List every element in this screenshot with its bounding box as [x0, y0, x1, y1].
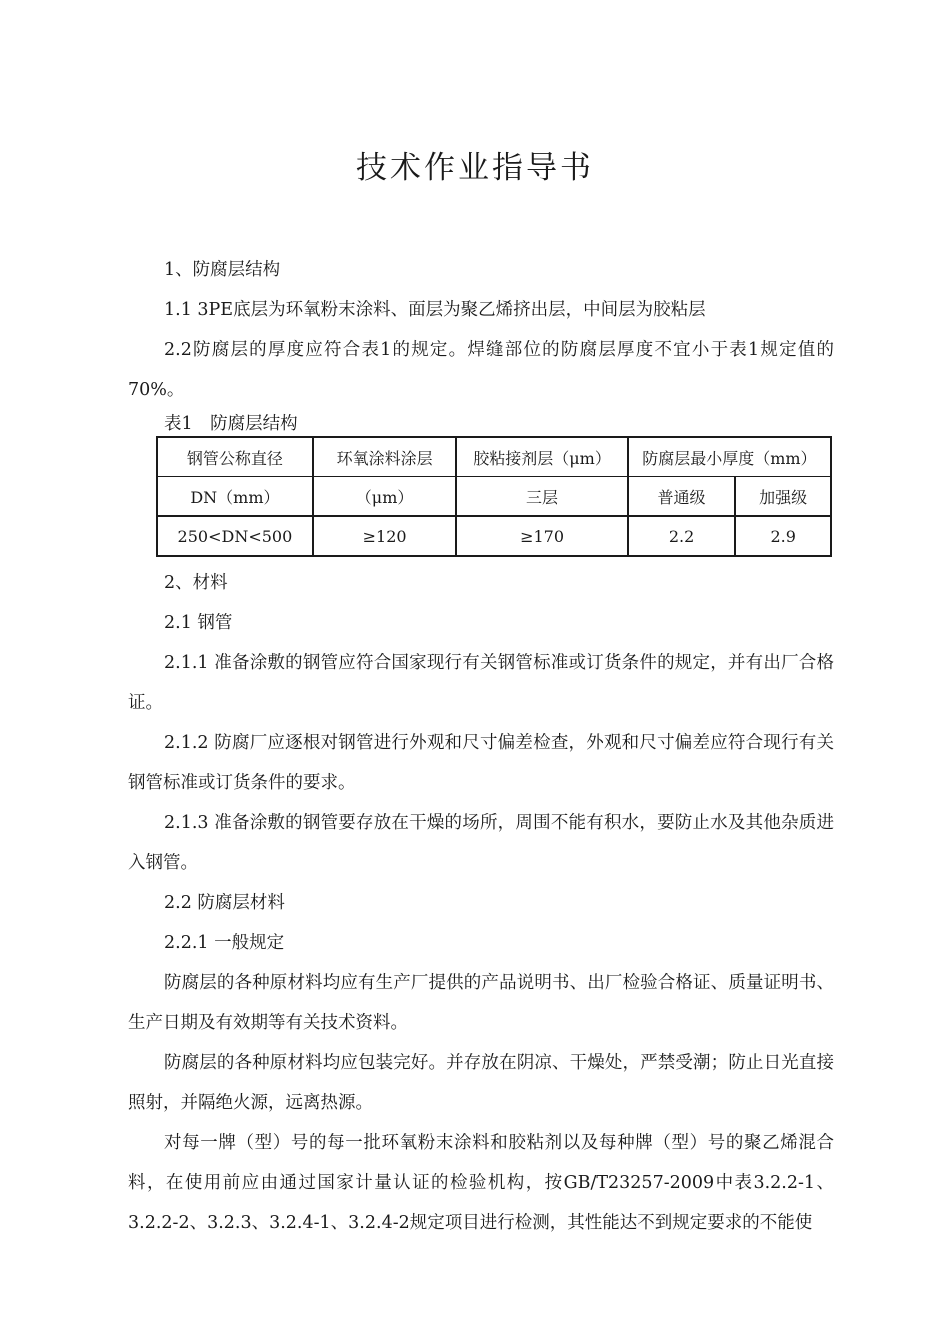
table-cell: ≥170 — [456, 516, 627, 556]
table-subheader-cell: （μm） — [313, 477, 457, 517]
table-subheader-row — [157, 477, 831, 517]
paragraph-1-1: 1.1 3PE底层为环氧粉末涂料、面层为聚乙烯挤出层，中间层为胶粘层 — [164, 300, 706, 320]
table-subheader-cell: 三层 — [456, 477, 627, 517]
section-heading-2: 2、材料 — [164, 573, 228, 593]
section-heading-1: 1、防腐层结构 — [164, 260, 281, 280]
table-subheader-cell: 普通级 — [628, 477, 736, 517]
table-header-row — [157, 437, 831, 477]
coating-structure-table — [156, 436, 832, 557]
table-subheader-cell: 加强级 — [735, 477, 831, 517]
paragraph-2-1-3: 2.1.3 准备涂敷的钢管要存放在干燥的场所，周围不能有积水，要防止水及其他杂质进入钢管。 — [128, 813, 834, 873]
subsection-heading-2-1: 2.1 钢管 — [164, 613, 233, 633]
table-cell: 2.9 — [735, 516, 831, 556]
materials-section — [128, 563, 834, 1243]
subsection-heading-2-2: 2.2 防腐层材料 — [164, 893, 285, 913]
table-header-cell: 环氧涂料涂层 — [313, 437, 457, 477]
table-header-cell: 胶粘接剂层（μm） — [456, 437, 627, 477]
subsection-heading-2-2-1: 2.2.1 一般规定 — [164, 933, 285, 953]
paragraph-2-1-2: 2.1.2 防腐厂应逐根对钢管进行外观和尺寸偏差检查，外观和尺寸偏差应符合现行有关钢管标准或订货条件的要求。 — [128, 733, 834, 793]
table-caption: 表1 防腐层结构 — [164, 414, 298, 434]
paragraph-materials-testing: 对每一牌（型）号的每一批环氧粉末涂料和胶粘剂以及每种牌（型）号的聚乙烯混合料，在使用前应由通过国家计量认证的检验机构，按GB/T23257-2009中表3.2.2-1、3.2.2-2、3.2.3、3.2.4-1、3.2.4-2规定项目进行检测，其性能达不到规定要求的不能使 — [128, 1133, 834, 1233]
table-cell: 2.2 — [628, 516, 736, 556]
paragraph-materials-docs: 防腐层的各种原材料均应有生产厂提供的产品说明书、出厂检验合格证、质量证明书、生产日期及有效期等有关技术资料。 — [128, 973, 834, 1033]
paragraph-2-1-1: 2.1.1 准备涂敷的钢管应符合国家现行有关钢管标准或订货条件的规定，并有出厂合格证。 — [128, 653, 834, 713]
table-header-cell: 防腐层最小厚度（mm） — [628, 437, 831, 477]
table-header-cell: 钢管公称直径 — [157, 437, 313, 477]
paragraph-2-2-thickness: 2.2防腐层的厚度应符合表1的规定。焊缝部位的防腐层厚度不宜小于表1规定值的70%。 — [128, 340, 834, 400]
table-row — [157, 516, 831, 556]
paragraph-materials-storage: 防腐层的各种原材料均应包装完好。并存放在阴凉、干燥处，严禁受潮；防止日光直接照射，并隔绝火源，远离热源。 — [128, 1053, 834, 1113]
document-title: 技术作业指导书 — [356, 150, 594, 186]
table-cell: 250<DN<500 — [157, 516, 313, 556]
document-body — [128, 250, 834, 1243]
table-cell: ≥120 — [313, 516, 457, 556]
table-subheader-cell: DN（mm） — [157, 477, 313, 517]
